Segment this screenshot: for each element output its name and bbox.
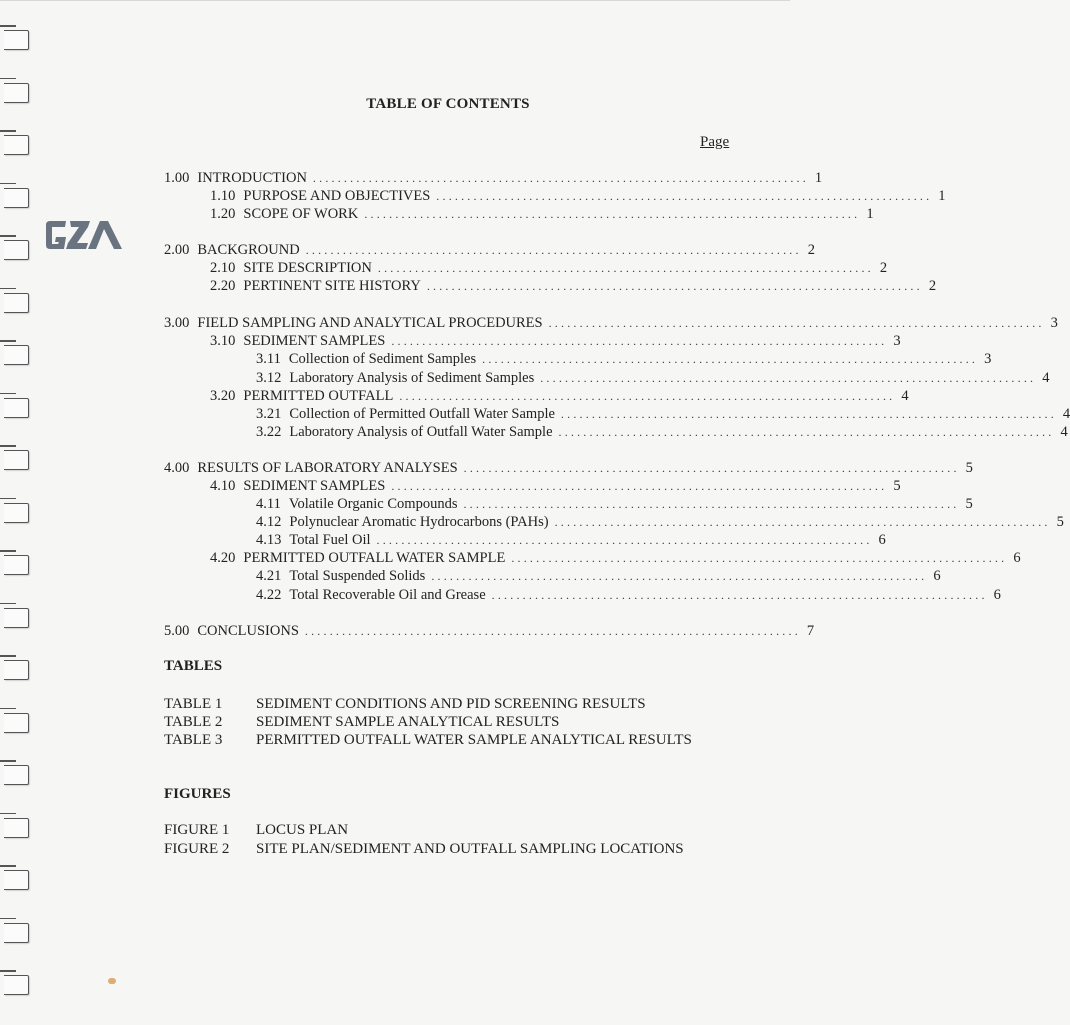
binding-ring — [4, 188, 29, 208]
toc-entry-page: 6 — [878, 532, 886, 548]
binding-ring — [4, 870, 29, 890]
toc-entry — [256, 405, 1070, 423]
toc-entry-number: 4.00 — [164, 460, 190, 476]
toc-entry-page: 4 — [901, 388, 909, 404]
binding-ring — [4, 660, 29, 680]
toc-entry-page: 3 — [893, 333, 901, 349]
toc-entry — [164, 459, 973, 477]
toc-leader-dots: ................................................................................ — [364, 207, 861, 221]
toc-entry-number: 1.00 — [164, 170, 190, 186]
toc-entry-number: 3.11 — [256, 351, 281, 367]
toc-entry-label: Laboratory Analysis of Outfall Water Sample — [289, 424, 553, 440]
toc-entry — [164, 241, 815, 259]
figure-id: FIGURE 2 — [164, 841, 230, 857]
toc-entry-page: 2 — [928, 278, 937, 294]
toc-entry — [210, 549, 1021, 567]
binding-ring — [4, 818, 29, 838]
toc-leader-dots: ................................................................................ — [376, 533, 873, 547]
table-title: SEDIMENT SAMPLE ANALYTICAL RESULTS — [256, 714, 560, 730]
toc-entry-label: RESULTS OF LABORATORY ANALYSES — [197, 460, 458, 476]
table-title: PERMITTED OUTFALL WATER SAMPLE ANALYTICAL RESULTS — [256, 732, 692, 748]
toc-leader-dots: ................................................................................ — [304, 624, 801, 638]
toc-entry-label: PURPOSE AND OBJECTIVES — [243, 188, 431, 204]
toc-entry-number: 2.10 — [210, 260, 236, 276]
toc-leader-dots: ................................................................................ — [463, 461, 960, 475]
toc-entry-number: 3.22 — [256, 424, 282, 440]
binding-ring — [4, 135, 29, 155]
toc-entry-label: FIELD SAMPLING AND ANALYTICAL PROCEDURES — [197, 315, 543, 331]
toc-entry-page: 4 — [1042, 370, 1050, 386]
toc-entry-label: SEDIMENT SAMPLES — [243, 333, 386, 349]
toc-entry-label: SCOPE OF WORK — [243, 206, 359, 222]
table-reference — [164, 695, 646, 713]
toc-entry — [164, 622, 815, 640]
toc-entry-label: PERTINENT SITE HISTORY — [243, 278, 421, 294]
toc-leader-dots: ................................................................................ — [482, 352, 979, 366]
toc-entry-label: Total Fuel Oil — [289, 532, 371, 548]
figure-title: LOCUS PLAN — [256, 822, 349, 838]
toc-entry-label: CONCLUSIONS — [197, 623, 299, 639]
toc-entry-page: 6 — [933, 568, 941, 584]
binding-ring — [4, 398, 29, 418]
toc-entry — [210, 332, 901, 350]
toc-entry — [256, 567, 941, 585]
toc-entry — [256, 369, 1050, 387]
spiral-binding — [0, 20, 36, 1020]
toc-entry — [256, 350, 992, 368]
table-reference — [164, 713, 559, 731]
toc-entry-label: SITE DESCRIPTION — [243, 260, 372, 276]
toc-entry-label: Total Suspended Solids — [289, 568, 426, 584]
toc-entry — [256, 423, 1068, 441]
toc-entry-number: 4.12 — [256, 514, 282, 530]
toc-entry-page: 3 — [1050, 315, 1058, 331]
toc-entry-label: PERMITTED OUTFALL WATER SAMPLE — [243, 550, 506, 566]
toc-entry-page: 1 — [866, 206, 874, 222]
figures-heading: FIGURES — [164, 786, 231, 802]
toc-entry-page: 2 — [807, 242, 815, 258]
toc-entry-page: 6 — [993, 587, 1001, 603]
binding-ring — [4, 30, 29, 50]
toc-entry-number: 4.20 — [210, 550, 236, 566]
binding-ring — [4, 975, 29, 995]
toc-leader-dots: ................................................................................ — [431, 569, 928, 583]
toc-leader-dots: ................................................................................ — [491, 588, 988, 602]
toc-entry-number: 3.12 — [256, 370, 282, 386]
toc-entry-label: PERMITTED OUTFALL — [243, 388, 394, 404]
toc-entry — [210, 387, 909, 405]
toc-entry-number: 2.00 — [164, 242, 190, 258]
toc-leader-dots: ................................................................................ — [391, 479, 888, 493]
toc-entry-page: 6 — [1013, 550, 1021, 566]
table-id: TABLE 1 — [164, 696, 223, 712]
toc-leader-dots: ................................................................................ — [511, 551, 1008, 565]
toc-entry-page: 4 — [1060, 424, 1068, 440]
toc-entry-label: Collection of Permitted Outfall Water Sample — [289, 406, 555, 422]
toc-leader-dots: ................................................................................ — [560, 407, 1057, 421]
toc-entry-number: 4.11 — [256, 496, 281, 512]
toc-entry-number: 1.20 — [210, 206, 236, 222]
toc-entry-page: 3 — [984, 351, 992, 367]
toc-leader-dots: ................................................................................ — [391, 334, 888, 348]
binding-ring — [4, 555, 29, 575]
toc-leader-dots: ................................................................................ — [436, 189, 933, 203]
toc-entry-page: 2 — [879, 260, 888, 276]
toc-entry-label: Collection of Sediment Samples — [288, 351, 477, 367]
toc-entry — [210, 259, 888, 277]
binding-ring — [4, 608, 29, 628]
toc-leader-dots: ................................................................................ — [548, 316, 1045, 330]
toc-entry-label: SEDIMENT SAMPLES — [243, 478, 386, 494]
gza-logo — [44, 215, 124, 255]
table-reference — [164, 731, 692, 749]
toc-leader-dots: ................................................................................ — [554, 515, 1051, 529]
table-id: TABLE 3 — [164, 732, 223, 748]
toc-entry-number: 3.21 — [256, 406, 282, 422]
figure-reference — [164, 821, 348, 839]
toc-entry — [256, 495, 973, 513]
page-column-header: Page — [700, 134, 730, 150]
toc-entry-label: Total Recoverable Oil and Grease — [289, 587, 486, 603]
toc-entry-page: 1 — [938, 188, 946, 204]
toc-entry — [210, 205, 874, 223]
toc-entry-page: 5 — [965, 460, 973, 476]
toc-leader-dots: ................................................................................ — [426, 279, 923, 293]
toc-entry — [210, 477, 901, 495]
binding-ring — [4, 713, 29, 733]
toc-entry — [164, 169, 823, 187]
toc-entry — [256, 513, 1064, 531]
toc-leader-dots: ................................................................................ — [463, 497, 960, 511]
toc-entry — [256, 586, 1001, 604]
binding-ring — [4, 345, 29, 365]
toc-entry-number: 3.20 — [210, 388, 236, 404]
toc-entry-number: 4.13 — [256, 532, 282, 548]
paper-speck — [108, 978, 116, 984]
toc-leader-dots: ................................................................................ — [377, 261, 874, 275]
toc-leader-dots: ................................................................................ — [312, 171, 809, 185]
toc-leader-dots: ................................................................................ — [305, 243, 802, 257]
toc-entry-page: 5 — [1056, 514, 1064, 530]
toc-entry-label: Laboratory Analysis of Sediment Samples — [289, 370, 535, 386]
binding-ring — [4, 923, 29, 943]
toc-entry — [256, 531, 886, 549]
page-edge — [0, 0, 790, 1]
binding-ring — [4, 765, 29, 785]
page-title: TABLE OF CONTENTS — [366, 96, 530, 112]
toc-entry-page: 4 — [1062, 406, 1070, 422]
binding-ring — [4, 503, 29, 523]
toc-entry-number: 1.10 — [210, 188, 236, 204]
toc-entry-page: 7 — [806, 623, 815, 639]
binding-ring — [4, 450, 29, 470]
toc-entry-page: 5 — [965, 496, 973, 512]
toc-leader-dots: ................................................................................ — [558, 425, 1055, 439]
toc-entry-number: 5.00 — [164, 623, 190, 639]
figure-title: SITE PLAN/SEDIMENT AND OUTFALL SAMPLING LOCATIONS — [256, 841, 684, 857]
toc-entry-number: 3.00 — [164, 315, 190, 331]
toc-entry-page: 5 — [893, 478, 901, 494]
toc-entry — [164, 314, 1058, 332]
toc-entry-number: 2.20 — [210, 278, 236, 294]
table-title: SEDIMENT CONDITIONS AND PID SCREENING RESULTS — [256, 696, 646, 712]
toc-entry-label: Polynuclear Aromatic Hydrocarbons (PAHs) — [289, 514, 549, 530]
toc-entry-number: 4.22 — [256, 587, 282, 603]
toc-leader-dots: ................................................................................ — [399, 389, 896, 403]
figure-id: FIGURE 1 — [164, 822, 230, 838]
table-id: TABLE 2 — [164, 714, 223, 730]
toc-entry-label: INTRODUCTION — [197, 170, 307, 186]
toc-entry-number: 4.10 — [210, 478, 236, 494]
figure-reference — [164, 840, 684, 858]
tables-heading: TABLES — [164, 658, 223, 674]
toc-leader-dots: ................................................................................ — [540, 371, 1037, 385]
binding-ring — [4, 293, 29, 313]
toc-entry-page: 1 — [814, 170, 823, 186]
toc-entry-number: 3.10 — [210, 333, 236, 349]
toc-entry — [210, 187, 946, 205]
toc-entry-label: BACKGROUND — [197, 242, 300, 258]
toc-entry — [210, 277, 937, 295]
toc-entry-number: 4.21 — [256, 568, 282, 584]
toc-entry-label: Volatile Organic Compounds — [288, 496, 458, 512]
binding-ring — [4, 240, 29, 260]
